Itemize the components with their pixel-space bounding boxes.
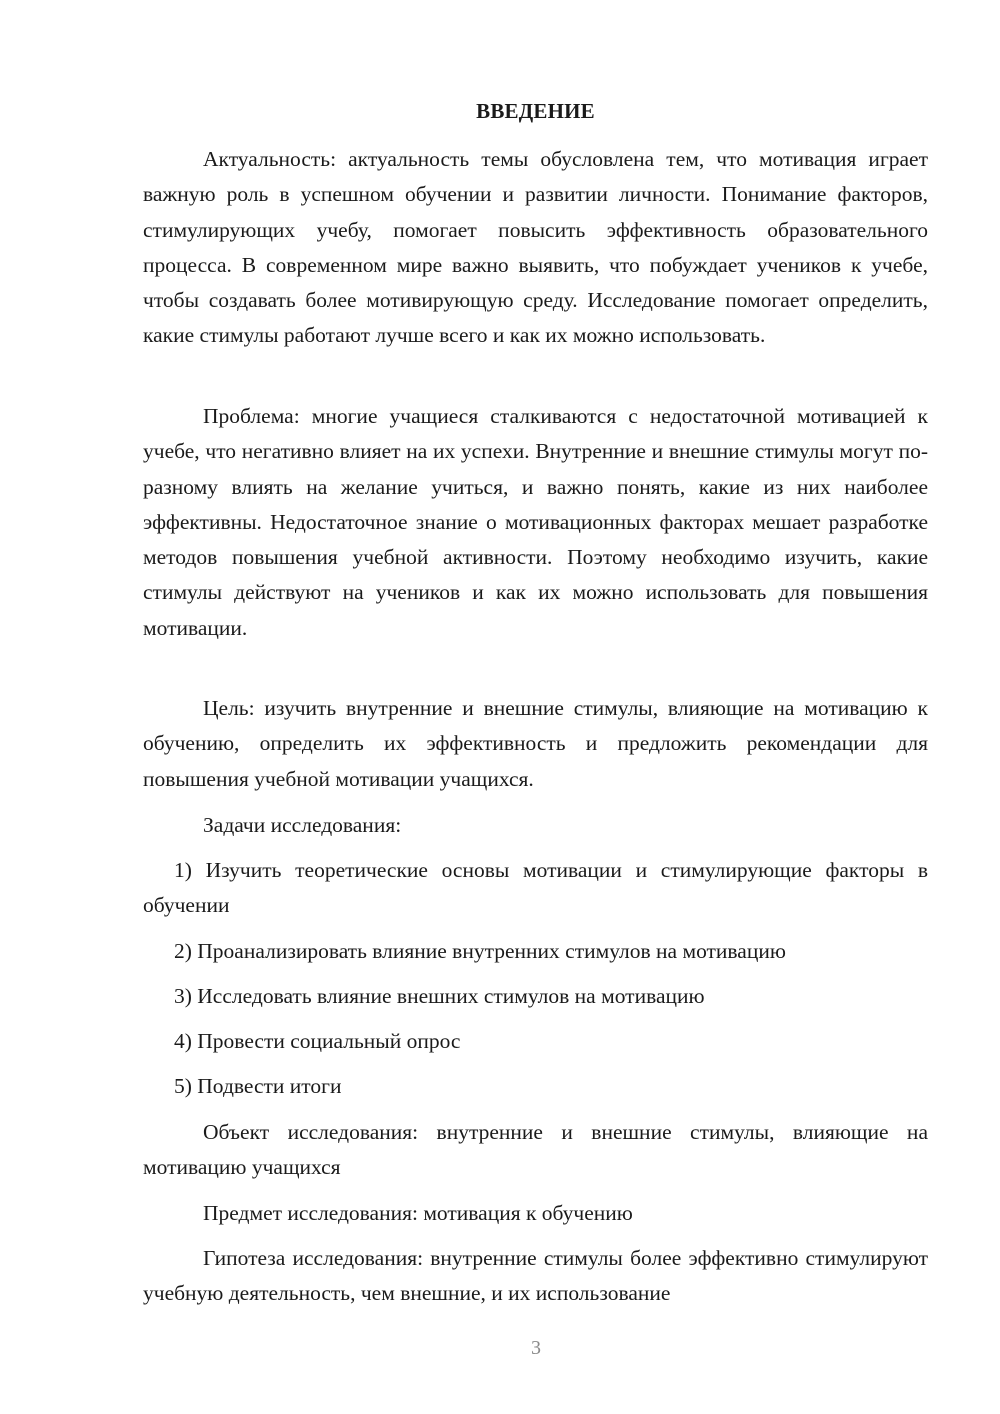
paragraph-object: Объект исследования: внутренние и внешние стимулы, влияющие на мотивацию учащихся [143,1120,928,1180]
tasks-heading: Задачи исследования: [203,813,402,837]
paragraph-subject: Предмет исследования: мотивация к обучению [203,1201,633,1225]
task-item-5: 5) Подвести итоги [174,1074,342,1098]
task-item-2: 2) Проанализировать влияние внутренних стимулов на мотивацию [174,939,786,963]
task-item-1: 1) Изучить теоретические основы мотивации и стимулирующие факторы в обучении [143,858,928,918]
paragraph-problem: Проблема: многие учащиеся сталкиваются с недостаточной мотивацией к учебе, что негативно влияет на их успехи. Внутренние и внешние стимулы могут по-разному влиять на желание учиться, и важно понять, какие из них наиболее эффективны. Недостаточное знание о мотивационных факторах мешает разработке методов повышения учебной активности. Поэтому необходимо изучить, какие стимулы действуют на учеников и как их можно использовать для повышения мотивации. [143,404,928,640]
task-item-3: 3) Исследовать влияние внешних стимулов на мотивацию [174,984,705,1008]
paragraph-goal: Цель: изучить внутренние и внешние стимулы, влияющие на мотивацию к обучению, определить их эффективность и предложить рекомендации для повышения учебной мотивации учащихся. [143,696,928,791]
paragraph-hypothesis: Гипотеза исследования: внутренние стимулы более эффективно стимулируют учебную деятельность, чем внешние, и их использование [143,1246,928,1306]
paragraph-relevance: Актуальность: актуальность темы обусловлена тем, что мотивация играет важную роль в успешном обучении и развитии личности. Понимание факторов, стимулирующих учебу, помогает повысить эффективность образовательного процесса. В современном мире важно выявить, что побуждает учеников к учебе, чтобы создавать более мотивирующую среду. Исследование помогает определить, какие стимулы работают лучше всего и как их можно использовать. [143,147,928,348]
task-item-4: 4) Провести социальный опрос [174,1029,461,1053]
page-number: 3 [531,1337,541,1359]
section-title: ВВЕДЕНИЕ [476,99,595,123]
